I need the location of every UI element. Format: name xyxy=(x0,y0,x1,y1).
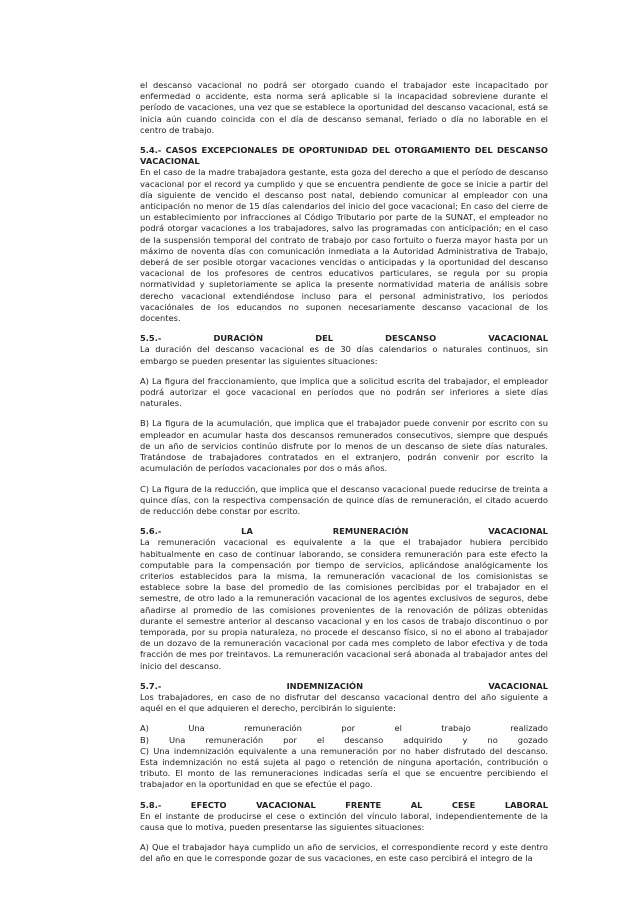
heading-word: EFECTO xyxy=(190,799,227,810)
item-word: A) xyxy=(140,723,149,734)
section-5-7-item-a xyxy=(140,723,548,734)
heading-word: DURACIÓN xyxy=(213,333,264,344)
heading-word: FRENTE xyxy=(345,799,382,810)
section-5-7-item-c: C) Una indemnización equivalente a una remuneración por no haber disfrutado del descanso. Esta indemnización no está sujeta al pago o retención de ninguna aportación, contribución o tributo. El monto de las remuneraciones indicadas sería el que se encuentre percibiendo el trabajador en la oportunidad en que se efectúe el pago. xyxy=(140,745,548,790)
item-word: por xyxy=(283,734,297,745)
item-word: no xyxy=(487,734,498,745)
heading-word: VACACIONAL xyxy=(256,799,316,810)
heading-word: 5.7.- xyxy=(140,680,162,691)
heading-word: 5.8.- xyxy=(140,799,162,810)
heading-word: LABORAL xyxy=(504,799,548,810)
section-5-8-item-a: A) Que el trabajador haya cumplido un año de servicios, el correspondiente record y este dentro del año en que le corresponde gozar de sus vacaciones, en este caso percibirá el integro de la xyxy=(140,842,548,864)
heading-word: 5.6.- xyxy=(140,526,162,537)
heading-word: VACACIONAL xyxy=(488,526,548,537)
section-5-5-item-b: B) La figura de la acumulación, que implica que el trabajador puede convenir por escrito con su empleador en acumular hasta dos descansos remunerados consecutivos, siempre que después de un año de servicios continúo disfrute por lo menos de un descanso de siete días naturales. Tratándose de trabajadores contratados en el extranjero, podrán convenir por escrito la acumulación de períodos vacacionales por dos o más años. xyxy=(140,418,548,474)
heading-word: VACACIONAL xyxy=(488,680,548,691)
heading-word: VACACIONAL xyxy=(488,333,548,344)
item-word: y xyxy=(462,734,468,745)
item-word: remuneración xyxy=(205,734,264,745)
item-word: Una xyxy=(168,734,186,745)
item-word: trabajo xyxy=(441,723,471,734)
section-5-7-heading xyxy=(140,681,548,692)
item-word: B) xyxy=(140,734,149,745)
item-word: por xyxy=(341,723,356,734)
heading-word: DESCANSO xyxy=(385,333,437,344)
paragraph-intro: el descanso vacacional no podrá ser otorgado cuando el trabajador este incapacitado por enfermedad o accidente, esta norma será aplicable si la incapacidad sobreviene durante el período de vacaciones, una vez que se establece la oportunidad del descanso vacacional, está se inicia aún cuando coincida con el día de descanso semanal, feriado o día no laborable en el centro de trabajo. xyxy=(140,80,548,135)
section-5-7-item-b xyxy=(140,735,548,746)
heading-word: REMUNERACIÓN xyxy=(332,526,409,537)
heading-word: AL xyxy=(410,799,423,810)
item-word: gozado xyxy=(517,734,548,745)
item-word: el xyxy=(316,734,325,745)
section-5-5-heading xyxy=(140,333,548,344)
item-word: el xyxy=(394,723,402,734)
section-5-6-heading xyxy=(140,526,548,537)
document-page xyxy=(140,80,548,865)
item-word: descanso xyxy=(344,734,384,745)
section-5-5-intro: La duración del descanso vacacional es de 30 días calendarios o naturales continuos, sin embargo se pueden presentar las siguientes situaciones: xyxy=(140,344,548,366)
section-5-8-intro: En el instante de producirse el cese o extinción del vínculo laboral, independientemente de la causa que lo motiva, pueden presentarse las siguientes situaciones: xyxy=(140,810,548,832)
section-5-6-body: La remuneración vacacional es equivalente a la que el trabajador hubiera percibido habitualmente en caso de continuar laborando, se considera remuneración para este efecto la computable para la compensación por tiempo de servicios, aplicándose analógicamente los criterios establecidos para la misma, la remuneración vacacional de los comisionistas se establece sobre la base del promedio de las comisiones percibidas por el trabajador en el semestre, de otro lado a la remuneración vacacional de los agentes exclusivos de seguros, debe añadirse al promedio de las comisiones provenientes de la renovación de pólizas obtenidas durante el semestre anterior al descanso vacacional y en los casos de trabajo discontinuo o por temporada, por su propia naturaleza, no procede el descanso físico, si no el abono al trabajador de un dozavo de la remuneración vacacional por cada mes completo de labor efectiva y de toda fracción de mes por treintavos. La remuneración vacacional será abonada al trabajador antes del inicio del descanso. xyxy=(140,537,548,671)
section-5-4-heading: 5.4.- CASOS EXCEPCIONALES DE OPORTUNIDAD DEL OTORGAMIENTO DEL DESCANSO VACACIONAL xyxy=(140,145,548,167)
heading-word: LA xyxy=(241,526,253,537)
section-5-7-intro: Los trabajadores, en caso de no disfrutar del descanso vacacional dentro del año siguiente a aquél en el que adquieren el derecho, percibirán lo siguiente: xyxy=(140,691,548,714)
item-word: remuneración xyxy=(244,723,302,734)
heading-word: 5.5.- xyxy=(140,333,162,344)
section-5-5-item-a: A) La figura del fraccionamiento, que implica que a solicitud escrita del trabajador, el empleador podrá autorizar el goce vacacional en períodos que no podrán ser inferiores a siete días naturales. xyxy=(140,375,548,409)
item-word: realizado xyxy=(510,723,548,734)
item-word: Una xyxy=(188,723,205,734)
section-5-8-heading xyxy=(140,800,548,811)
section-5-4-body: En el caso de la madre trabajadora gestante, esta goza del derecho a que el período de descanso vacacional por el record ya cumplido y que se encuentra pendiente de goce se inicie a partir del día siguiente de vencido el descanso post natal, debiendo comunicar al empleador con una anticipación no menor de 15 días calendarios del inicio del goce vacacional; En caso del cierre de un establecimiento por infracciones al Código Tributario por parte de la SUNAT, el empleador no podrá otorgar vacaciones a los trabajadores, salvo las programadas con anticipación; en el caso de la suspensión temporal del contrato de trabajo por caso fortuito o fuerza mayor hasta por un máximo de noventa días con comunicación inmediata a la Autoridad Administrativa de Trabajo, deberá de ser posible otorgar vacaciones vencidas o anticipadas y la oportunidad del descanso vacacional de los profesores de centros educativos particulares, se regula por su propia normatividad y supletoriamente se aplica la presente normatividad materia de análisis sobre derecho vacacional extendiéndose incluso para el personal administrativo, los periodos vacaciónales de los educandos no suponen necesariamente descanso vacacional de los docentes. xyxy=(140,167,548,324)
heading-word: CESE xyxy=(451,799,476,810)
heading-word: INDEMNIZACIÓN xyxy=(286,680,364,691)
heading-word: DEL xyxy=(315,333,334,344)
section-5-5-item-c: C) La figura de la reducción, que implica que el descanso vacacional puede reducirse de treinta a quince días, con la respectiva compensación de quince días de remuneración, el citado acuerdo de reducción debe constar por escrito. xyxy=(140,483,548,516)
item-word: adquirido xyxy=(403,734,443,745)
